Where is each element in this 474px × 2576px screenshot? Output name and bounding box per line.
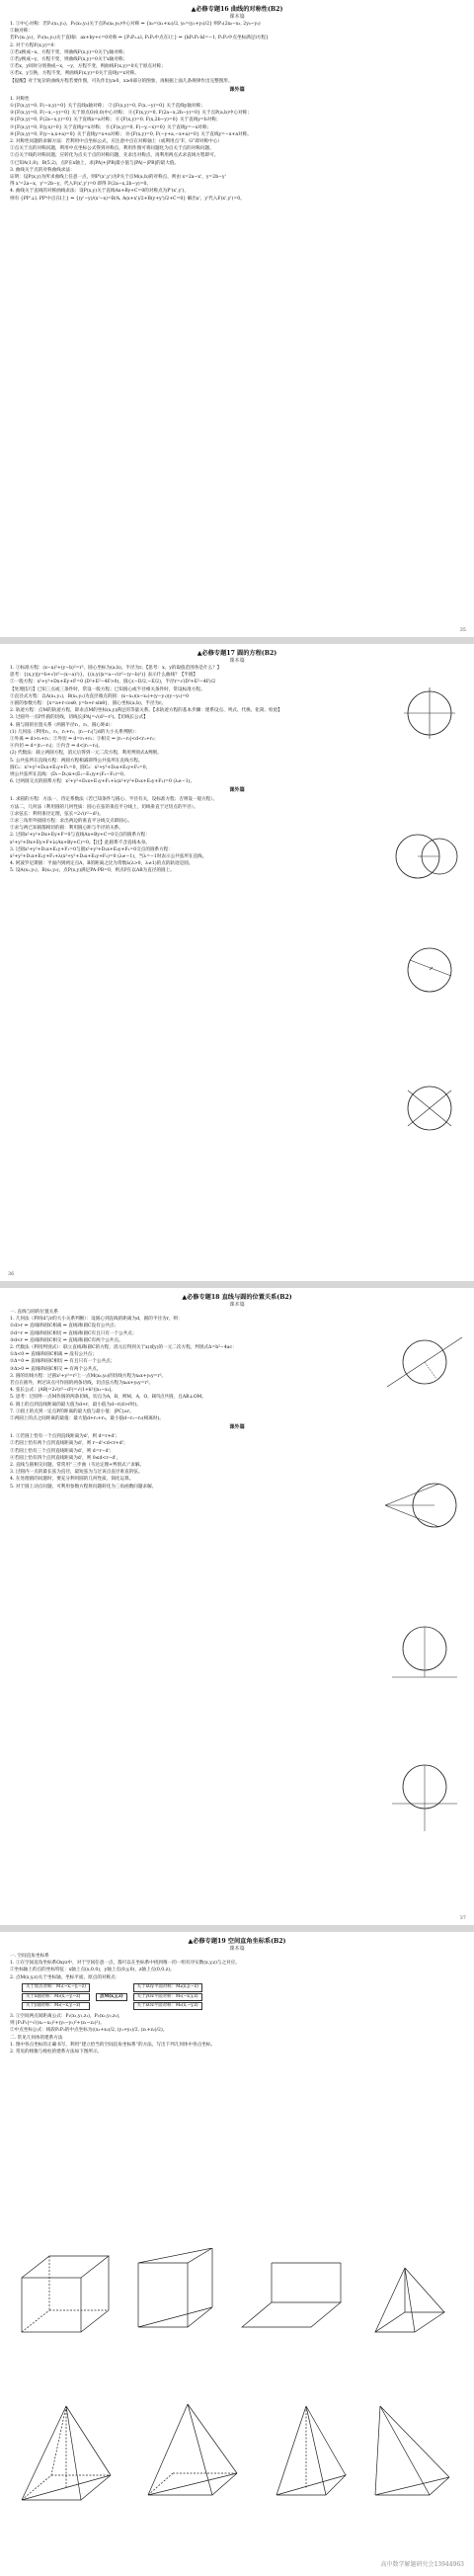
- text-line: ②一般方程：x²+y²+Dx+Ey+F=0 (D²+E²−4F>0)，圆心(−D/2,−E/2)，半径r=√(D²+E²−4F)/2: [10, 680, 216, 685]
- page-35: [0, 0, 474, 637]
- text-line: 方法二，几何法（利用圆的几何性质：圆心在弦的垂直平分线上，切线垂直于过切点的半径）。: [10, 804, 198, 810]
- text-line: 3. 过圆x²+y²+D₁x+E₁y+F₁=0与圆x²+y²+D₂x+E₂y+F₂=0交点的圆系方程：: [10, 846, 173, 852]
- text-line: 3. ①空间两点间距离公式：P₁(x₁,y₁,z₁)，P₂(x₂,y₂,z₂)，: [10, 2013, 123, 2019]
- text-line: ③Δ>0 ⇔ 直线l和圆C相交 ⇔ 有两个公共点。: [10, 1366, 102, 1372]
- text-line: ①求弦长：利用垂径定理，弦长=2√(r²−d²)。: [10, 811, 104, 817]
- text-line: 【处理技巧】已知三点或三条件时，常设一般方程；已知圆心或半径相关条件时，常设标准方程。: [10, 686, 205, 692]
- text-line: 5. 设A(x₁,y₁)，B(x₂,y₂)，点P(x,y)满足PA·PB=0，则点P在以AB为直径的圆上。: [10, 868, 175, 874]
- section-heading: 课外篇: [229, 787, 245, 794]
- text-line: ①若x换成−x，方程不变，则曲线F(x,y)=0关于y轴对称；: [10, 49, 128, 55]
- text-line: ④圆的参数方程：{x=a+r·cosθ, y=b+r·sinθ}，圆心坐标(a,b)，半径为r。: [10, 701, 166, 707]
- text-line: ①点关于点的对称问题，利用中点坐标公式得到对称点，利用作图可将问题化为点关于点的对称问题。: [10, 146, 214, 152]
- page-number: 35: [459, 627, 466, 633]
- symmetry-item: 关于原点对称：M₁(−x,−y,−z): [22, 1983, 90, 1991]
- page-36: [0, 644, 474, 1281]
- distance-figure-1: [390, 1614, 459, 1683]
- section-body: [10, 96, 464, 202]
- pyramid-figure-1: [12, 2396, 120, 2515]
- section-body: [10, 2013, 464, 2055]
- chord-figure: [400, 940, 459, 1000]
- line-circle-figure: [385, 1328, 464, 1397]
- symmetry-item: 关于y轴对称：M₃(−x,y,−z): [22, 2002, 90, 2010]
- intersect-figure: [400, 1079, 459, 1138]
- text-line: 4. 阿波罗尼斯圆：平面内到两定点A，B的距离之比为常数λ(λ>0，λ≠1)的点的轨迹是圆。: [10, 861, 194, 867]
- text-line: 则 |P₁P₂|=√((x₁−x₂)²+(y₁−y₂)²+(z₁−z₂)²)。: [10, 2021, 105, 2027]
- text-line: 1. ①若圆上恰有一个点到直线距离为d'，则 d=r+d'；: [10, 1434, 120, 1440]
- text-line: ⑨{F(x,y)=0, F(y−a,x+a)=0} 关于直线y=x+a对称； ⑩{F(x,y)=0, F(−y+a,−x+a)=0} 关于直线y=−x+a对称。: [10, 131, 252, 137]
- pyramid-figure-2: [138, 2396, 247, 2515]
- symmetry-table: [22, 1983, 464, 2011]
- page-37: [0, 1288, 474, 1925]
- page-number: 36: [8, 1271, 15, 1277]
- text-line: x²+y²+Dx+Ey+F+λ(Ax+By+C)=0。【注】此圆系不含直线本身。: [10, 840, 150, 845]
- pyramid-figure-4: [365, 2396, 459, 2515]
- text-line: 1. 图中各点坐标的正确书写，利用“建立恰当的空间直角坐标系”的方法，写出下列几何体中各点坐标。: [10, 2042, 216, 2048]
- text-line: ④若x，y互换，方程不变，则曲线F(x,y)=0关于直线y=x对称。: [10, 71, 139, 77]
- text-line: ③已知A(1,8)，B(5,2)，点P在x轴上，求|PA|+|PB|最小值与|PA|−|PB|的最大值。: [10, 160, 180, 166]
- text-line: 2. 代数法（利用判别式）：联立直线l和圆C的方程，消元后得到关于x(或y)的一元二次方程，判别式Δ=b²−4ac：: [10, 1345, 237, 1351]
- text-line: 若点在圆外，则过该点可作圆的两条切线，切点弦方程为x₀x+y₀y=r²。: [10, 1381, 154, 1387]
- text-line: ②点关于线的对称问题，应转化为点关于点的对称问题，先求出对称点，再利用两点式求直线方程即可。: [10, 153, 219, 159]
- symmetry-item: 关于yOz平面对称：M₅(−x,y,z): [133, 1993, 202, 2001]
- text-line: (2) 代数法：联立两圆方程，消元后得到一元二次方程，利用判别式Δ判断。: [10, 751, 162, 757]
- section-body: [10, 665, 395, 785]
- text-line: 2. 对称性问题的求解方法：若利用中点坐标公式，应注意中点在对称轴上（或利用点“F、G”即对称中心）: [10, 139, 222, 145]
- text-line: 4. 弦长公式：|AB|=2√(r²−d²)=√(1+k²)|x₁−x₂|。: [10, 1388, 116, 1394]
- text-line: ②求三角形外接圆方程：求出两边的垂直平分线交点即圆心。: [10, 819, 133, 825]
- text-line: 3. 曲线关于点的对称曲线求法：: [10, 167, 75, 173]
- section-body: [10, 21, 464, 85]
- text-line: ④内切 ⇔ d=|r₁−r₂|；⑤内含 ⇔ d<|r₁−r₂|。: [10, 744, 103, 750]
- section-heading: 课外篇: [229, 86, 245, 93]
- section-body: [10, 1433, 375, 1490]
- text-line: 3. 过圆内一点的最长弦为直径，最短弦为与过该点直径垂直的弦。: [10, 1470, 143, 1476]
- section-body: [10, 1309, 375, 1422]
- text-line: ②若圆上恰有两个点到直线距离为d'，则 r−d'<d<r+d'；: [10, 1441, 128, 1447]
- text-line: 得 x'=2a−x，y'=2b−y，代入F(x',y')=0 即得 F(2a−x,2b−y)=0。: [10, 182, 152, 188]
- text-line: x²+y²+D₁x+E₁y+F₁+λ(x²+y²+D₂x+E₂y+F₂)=0 (λ≠−1)，当λ=−1时表示公共弦所在直线。: [10, 854, 207, 860]
- text-line: ②中点坐标公式：线段P₁P₂的中点坐标为((x₁+x₂)/2, (y₁+y₂)/2, (z₁+z₂)/2)。: [10, 2028, 168, 2034]
- text-line: 4. 曲线关于直线的对称曲线求法：设P(x,y)关于直线Ax+By+C=0的对称点为P'(x',y')，: [10, 189, 189, 195]
- text-line: ①Δ<0 ⇔ 直线l和圆C相离 ⇔ 没有公共点；: [10, 1352, 97, 1358]
- page-title: ▲必修专题16 曲线的对称性(B2): [191, 6, 283, 13]
- text-line: 2. 对于方程F(x,y)=0：: [10, 42, 59, 48]
- center-point-box: 点M(x,y,z): [96, 1993, 127, 2001]
- text-line: ③d<r ⇔ 直线l和圆C相交 ⇔ 直线l和圆C有两个公共点。: [10, 1337, 123, 1343]
- text-line: 4. 圆与圆的位置关系（两圆半径r₁，r₂，圆心距d）：: [10, 722, 116, 728]
- tangent-figure: [380, 1466, 469, 1545]
- text-line: 4. 在处理圆的问题时，要充分利用圆的几何性质，简化运算。: [10, 1477, 134, 1483]
- text-line: 圆C₁：x²+y²+D₁x+E₁y+F₁=0，圆C₂：x²+y²+D₂x+E₂y+F₂=0，: [10, 765, 151, 770]
- text-line: ③{F(x,y)=0, F(−x,−y)=0} 关于原点O(0,0)中心对称； ④{F(x,y)=0, F(2a−x,2b−y)=0} 关于点P(a,b)中心对称；: [10, 111, 252, 117]
- text-line: ①{F(x,y)=0, F(−x,y)=0} 关于直线x轴对称； ②{F(x,y)=0, F(x,−y)=0} 关于直线y轴对称；: [10, 104, 205, 110]
- two-circles-figure: [390, 822, 464, 891]
- pyramid-figure-3: [267, 2396, 356, 2515]
- text-line: 1. ①标准方程：(x−a)²+(y−b)²=r²，圆心坐标为(a,b)，半径为r。【思考：x，y的取值范围各是什么？】: [10, 666, 222, 671]
- text-line: ①d>r ⇔ 直线l和圆C相离 ⇔ 直线l和圆C没有公共点；: [10, 1324, 119, 1329]
- text-line: 1. ①在空间直角坐标系Oxyz中，对于空间任意一点，都可以在坐标系中找到唯一的一组有序实数(x,y,z)与之对应。: [10, 1961, 240, 1967]
- symmetry-item: 关于xOy平面对称：M₄(x,y,−z): [133, 1983, 202, 1991]
- text-line: ①外离 ⇔ d>r₁+r₂；②外切 ⇔ d=r₁+r₂；③相交 ⇔ |r₁−r₂|<d<r₁+r₂；: [10, 737, 159, 743]
- text-line: ③若圆上恰有三个点到直线距离为d'，则 d=r−d'；: [10, 1448, 115, 1454]
- text-line: 2. 轨迹方程：点M的轨迹方程，即求点M的坐标(x,y)满足的等量关系。【求轨迹方程的基本步骤：建系设点、列式、代换、化简、检验】: [10, 708, 282, 714]
- text-line: ③若x，y同时分别换成−x，−y，方程不变，则曲线F(x,y)=0关于原点对称；: [10, 64, 166, 70]
- symmetry-item: 关于x轴对称：M₂(x,−y,−z): [22, 1993, 90, 2001]
- text-line: ⑦{F(x,y)=0, F(y,x)=0} 关于直线y=x对称； ⑧{F(x,y)=0, F(−y,−x)=0} 关于直线y=−x对称；: [10, 124, 212, 130]
- text-line: 一. 直线与圆的位置关系: [10, 1310, 58, 1315]
- page-38: [0, 1932, 474, 2576]
- text-line: ②Δ=0 ⇔ 直线l和圆C相切 ⇔ 有且只有一个公共点；: [10, 1359, 116, 1365]
- page-title: ▲必修专题18 直线与圆的位置关系(B2): [182, 1294, 292, 1301]
- text-line: 2. 点M(x,y,z)关于坐标轴、坐标平面、原点的对称点：: [10, 1974, 120, 1980]
- frame-figure: [237, 2258, 346, 2342]
- page-subtitle: 课本篇: [229, 658, 245, 664]
- text-line: 【提醒】对于复杂的曲线方程若要作图，可先作出y≥0，x≥0部分的图象，再根据上面几条规律作出完整图形。: [10, 78, 233, 84]
- text-line: 3. 过圆外一点P作圆的切线，切线长|PA|=√(d²−r²)。【切线长公式】: [10, 715, 148, 721]
- cube-figure: [12, 2248, 120, 2342]
- section-body: [10, 796, 395, 874]
- symmetry-item: 关于xOz平面对称：M₆(x,−y,z): [133, 2002, 202, 2010]
- circle-figure: [400, 684, 459, 743]
- page-number: 37: [459, 1915, 466, 1921]
- text-line: 证明：设P(x,y)为所求曲线上任意一点，则P'(x',y')为P关于点M(a,b)的对称点，则由 x=2a−x'，y=2b−y': [10, 175, 226, 181]
- text-line: ③求与两已知圆都相切的圆：利用圆心距与半径的关系。: [10, 826, 123, 832]
- distance-figure-2: [390, 1752, 459, 1841]
- text-line: 5. 公共弦所在直线方程：两圆方程相减即得公共弦所在直线方程。: [10, 758, 143, 764]
- watermark-text: 高中数学解题研究会13944963: [380, 2561, 464, 2568]
- text-line: 7. ①圆上的点到一定点P的距离的最大值与最小值：|PC|±r。: [10, 1409, 134, 1414]
- text-line: 一. 空间直角坐标系: [10, 1954, 49, 1959]
- text-line: ③直径式方程：以A(x₁,y₁)，B(x₂,y₂)为直径端点的圆：(x−x₁)(x−x₂)+(y−y₁)(y−y₂)=0: [10, 693, 190, 699]
- text-line: 1. 对称性: [10, 96, 30, 102]
- text-line: 2. 直线与圆相交问题，常常用“三步曲（韦达定理+判别式）”求解。: [10, 1463, 145, 1469]
- section-body: [10, 1953, 464, 1981]
- text-line: 则公共弦所在直线：(D₁−D₂)x+(E₁−E₂)y+(F₁−F₂)=0。: [10, 772, 128, 778]
- text-line: ⑤{F(x,y)=0, F(2a−x,y)=0} 关于直线x=a对称； ⑥{F(x,y)=0, F(x,2b−y)=0} 关于直线y=b对称；: [10, 118, 221, 123]
- text-line: 1. 几何法（利用d与r的大小关系判断）：设圆心到直线的距离为d，圆的半径为r，则：: [10, 1317, 183, 1323]
- text-line: ④若圆上恰有四个点到直线距离为d'，则 0≤d<r−d'。: [10, 1455, 121, 1461]
- text-line: ②坐标轴上的点的坐标特征：x轴上点(x,0,0)，y轴上点(0,y,0)，z轴上点(0,0,z)。: [10, 1968, 175, 1973]
- text-line: 则有 {PP'⊥l, PP'中点在l上} ⇔ {(y'−y)/(x'−x)=B/A, A(x+x')/2+B(y+y')/2+C=0} 解出x'，y'代入F(x',y')=0。: [10, 196, 245, 201]
- text-line: 2. 常见的棱锥与棱柱的建系方法如下图所示。: [10, 2050, 103, 2054]
- prism-figure: [128, 2248, 227, 2342]
- page-title: ▲必修专题17 圆的方程(B2): [197, 650, 277, 657]
- text-line: 3. 圆的切线方程：过圆x²+y²=r²上一点M(x₀,y₀)的切线方程为x₀x+y₀y=r²。: [10, 1373, 167, 1379]
- text-line: 6. 过两圆交点的圆系方程：x²+y²+D₁x+E₁y+F₁+λ(x²+y²+D₂x+E₂y+F₂)=0 (λ≠−1)。: [10, 779, 196, 785]
- text-line: 思考：{(x,y)|y=b+√(r²−(x−a)²)}，{(x,y)|x=a−√(r²−(y−b)²)} 表示什么曲线？【半圆】: [10, 673, 198, 679]
- page-subtitle: 课本篇: [229, 1302, 245, 1308]
- text-line: ②若y换成−y，方程不变，则曲线F(x,y)=0关于x轴对称；: [10, 57, 128, 63]
- text-line: 1. 求圆的方程：方法一，待定系数法（若已知条件与圆心、半径有关，设标准方程；否则设一般方程）。: [10, 797, 218, 803]
- text-line: 若P₁(x₁,y₁)，P₂(x₂,y₂)关于直线l：ax+by+c=0对称 ⇔ {P₁P₂⊥l, P₁P₂中点在l上} ⇔ {kP₁P₂·kl=−1, P₁P₂中点坐标满足l方程}: [10, 36, 269, 41]
- text-line: 1. ①中心对称：若P₁(x₁,y₁)，P₂(x₂,y₂)关于点P₀(x₀,y₀)中心对称 ⇔ {x₀=(x₁+x₂)/2, y₀=(y₁+y₂)/2} 则P₁(2x₀−x₂, 2y₀−y₂): [10, 22, 261, 27]
- page-subtitle: 课本篇: [229, 14, 245, 20]
- text-line: (1) 几何法（利用r₁，r₂，r₁+r₂，|r₁−r₂|与d的大小关系判断）：: [10, 729, 139, 735]
- text-line: 5. 思考：过圆外一点M作圆的两条切线，切点为A，B，则M，A，O，B四点共圆，且AB⊥OM。: [10, 1395, 206, 1401]
- text-line: 二. 常见几何体的建系方法: [10, 2035, 63, 2041]
- text-line: ②轴对称：: [10, 29, 33, 35]
- text-line: ②两圆上的点之间距离的最值：最大值d+r₁+r₂，最小值d−r₁−r₂(相离时)。: [10, 1416, 164, 1422]
- text-line: 5. 对于圆上动点问题，可利用参数方程将问题转化为三角函数问题求解。: [10, 1484, 157, 1489]
- page-subtitle: 课本篇: [229, 1946, 245, 1952]
- text-line: 2. 过圆x²+y²+Dx+Ey+F=0与直线Ax+By+C=0交点的圆系方程：: [10, 833, 150, 839]
- small-solid-figure: [365, 2258, 454, 2342]
- text-line: 6. 圆上的点到直线距离的最大值为d+r，最小值为d−r(d>r时)。: [10, 1402, 141, 1408]
- text-line: ②d=r ⇔ 直线l和圆C相切 ⇔ 直线l和圆C有且只有一个公共点；: [10, 1330, 137, 1336]
- page-title: ▲必修专题19 空间直角坐标系(B2): [188, 1938, 286, 1945]
- section-heading: 课外篇: [229, 1424, 245, 1431]
